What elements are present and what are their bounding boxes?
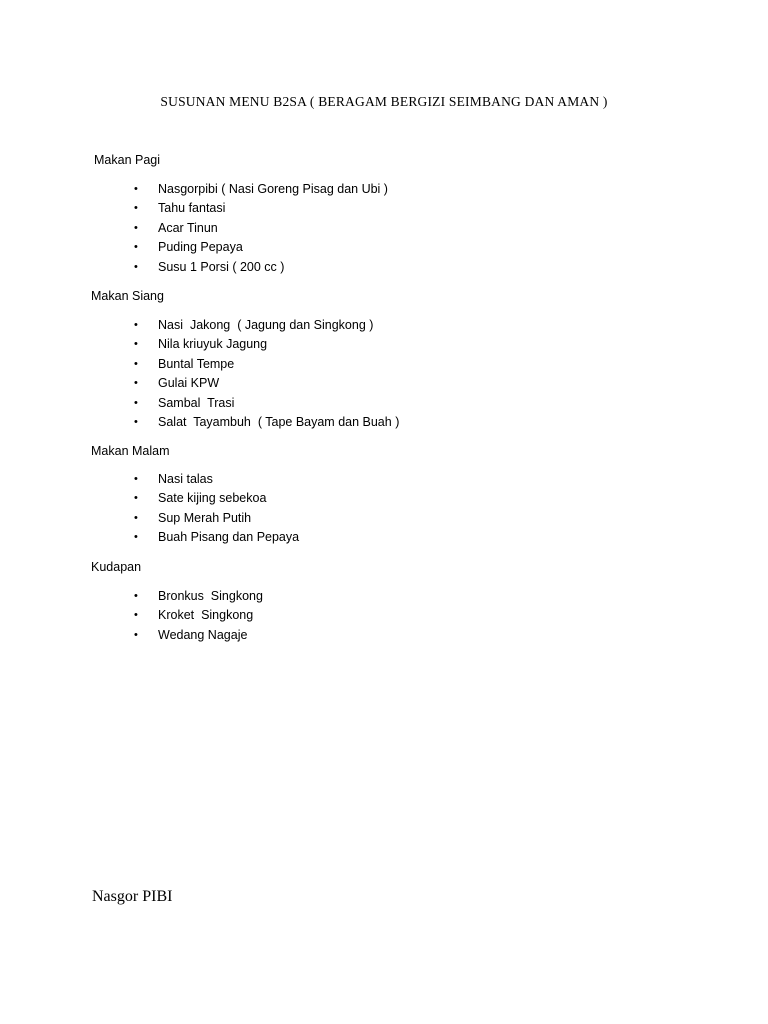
bullet-icon: • xyxy=(134,531,138,544)
list-item-text: Sate kijing sebekoa xyxy=(158,491,267,506)
footer-heading: Nasgor PIBI xyxy=(92,888,173,905)
bullet-icon: • xyxy=(134,221,138,234)
list-item-text: Buah Pisang dan Pepaya xyxy=(158,530,300,545)
bullet-icon: • xyxy=(134,319,138,331)
bullet-icon: • xyxy=(134,202,138,215)
bullet-icon: • xyxy=(134,241,138,254)
list-item-text: Bronkus Singkong xyxy=(158,589,263,603)
list-item-text: Kroket Singkong xyxy=(158,608,254,623)
bullet-icon: • xyxy=(134,628,138,641)
list-item-text: Acar Tinun xyxy=(158,220,218,235)
bullet-icon: • xyxy=(134,473,138,485)
bullet-icon: • xyxy=(134,183,138,195)
bullet-icon: • xyxy=(134,260,138,273)
list-item-text: Wedang Nagaje xyxy=(158,627,248,642)
section-heading-makan-pagi: Makan Pagi xyxy=(94,153,161,167)
bullet-icon: • xyxy=(134,377,138,390)
list-item-text: Buntal Tempe xyxy=(158,356,235,371)
list-item-text: Salat Tayambuh ( Tape Bayam dan Buah ) xyxy=(158,414,400,429)
section-heading-makan-malam: Makan Malam xyxy=(91,444,170,458)
list-item-text: Nasi talas xyxy=(158,472,213,486)
document-title: SUSUNAN MENU B2SA ( BERAGAM BERGIZI SEIMBANG DAN AMAN ) xyxy=(160,94,608,109)
list-item-text: Puding Pepaya xyxy=(158,240,243,255)
list-item-text: Gulai KPW xyxy=(158,376,220,391)
bullet-icon: • xyxy=(134,511,138,524)
section-heading-kudapan: Kudapan xyxy=(91,560,142,574)
list-item-text: Sambal Trasi xyxy=(158,395,235,410)
list-item-text: Sup Merah Putih xyxy=(158,510,252,525)
list-item-text: Nila kriuyuk Jagung xyxy=(158,337,268,352)
bullet-icon: • xyxy=(134,396,138,409)
list-item-text: Nasgorpibi ( Nasi Goreng Pisag dan Ubi ) xyxy=(158,182,388,196)
list-item-text: Tahu fantasi xyxy=(158,201,226,216)
list-item-text: Susu 1 Porsi ( 200 cc ) xyxy=(158,259,285,274)
list-item-text: Nasi Jakong ( Jagung dan Singkong ) xyxy=(158,318,374,332)
bullet-icon: • xyxy=(134,338,138,351)
section-heading-makan-siang: Makan Siang xyxy=(91,289,164,303)
bullet-icon: • xyxy=(134,492,138,505)
bullet-icon: • xyxy=(134,590,138,602)
bullet-icon: • xyxy=(134,609,138,622)
bullet-icon: • xyxy=(134,415,138,428)
bullet-icon: • xyxy=(134,357,138,370)
